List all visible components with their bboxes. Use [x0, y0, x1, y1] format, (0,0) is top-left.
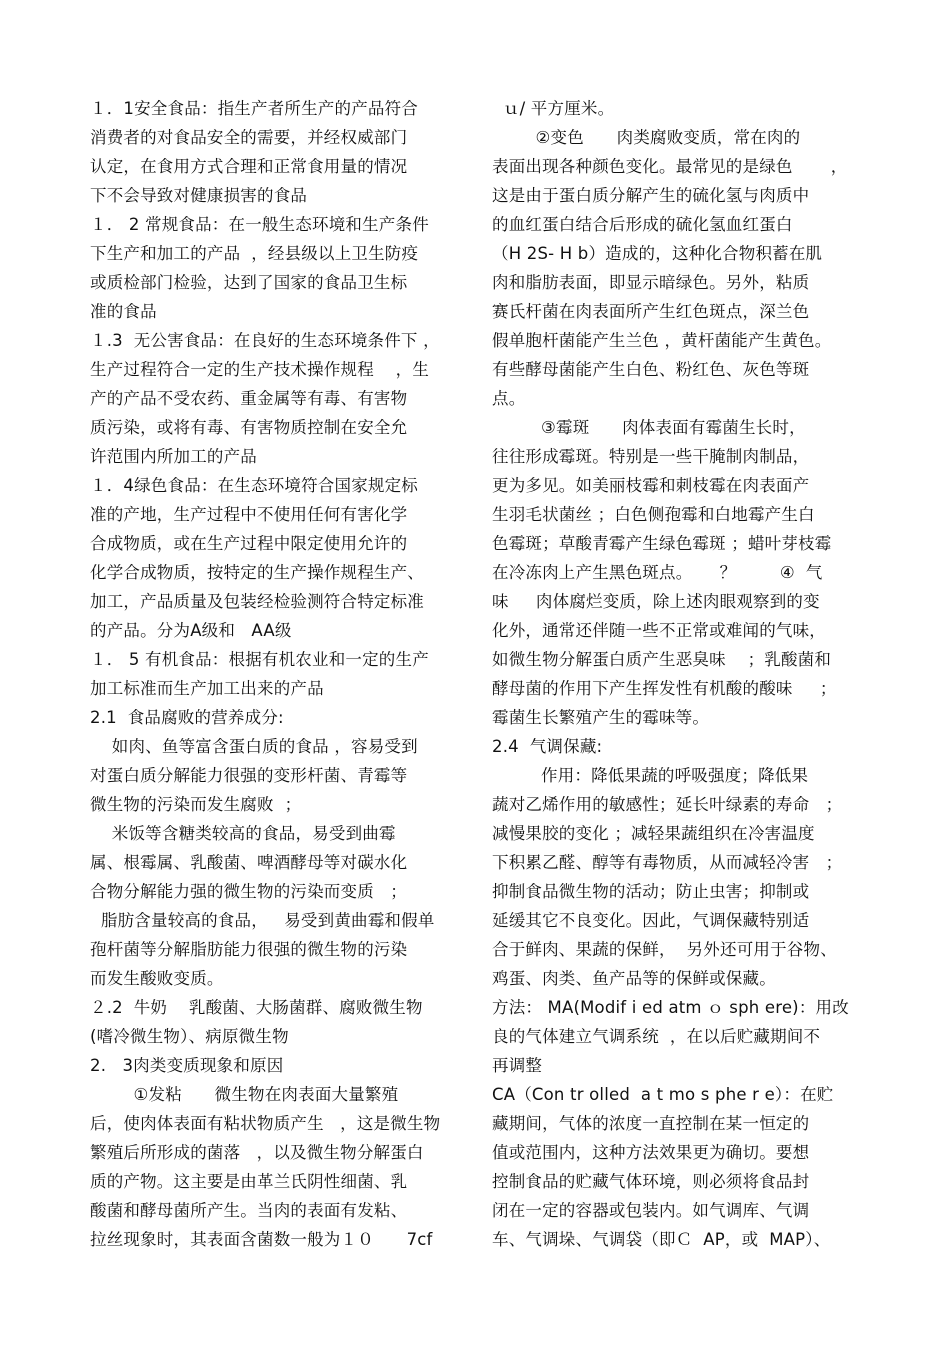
text-line: 生羽毛状菌丝 ；白色侧孢霉和白地霉产生白 [492, 505, 815, 524]
text-line: 消费者的对食品安全的需要，并经权威部门 [90, 128, 408, 147]
text-line: 酵母菌的作用下产生挥发性有机酸的酸味 ； [492, 679, 837, 698]
text-line: 产的产品不受农药、重金属等有毒、有害物 [90, 389, 408, 408]
text-line: 加工标准而生产加工出来的产品 [90, 679, 324, 698]
text-line: 属、根霉属、乳酸菌、啤酒酵母等对碳水化 [90, 853, 408, 872]
text-line: 而发生酸败变质。 [90, 969, 224, 988]
text-line: 作用：降低果蔬的呼吸强度；降低果 [492, 766, 809, 785]
text-line: 往往形成霉斑。特别是一些干腌制肉制品， [492, 447, 810, 466]
text-line: CA（Con tr olled a t mo s phe r e）：在贮 [492, 1085, 834, 1104]
text-line: 认定，在食用方式合理和正常食用量的情况 [90, 157, 408, 176]
text-line: 化学合成物质，按特定的生产操作规程生产、 [90, 563, 424, 582]
text-line: 良的气体建立气调系统 ，在以后贮藏期间不 [492, 1027, 821, 1046]
text-line: 许范围内所加工的产品 [90, 447, 257, 466]
text-line: 后，使肉体表面有粘状物质产生 ，这是微生物 [90, 1114, 441, 1133]
text-line: （H 2S- H b）造成的，这种化合物积蓄在肌 [492, 244, 823, 263]
text-line: 繁殖后所形成的菌落 ，以及微生物分解蛋白 [90, 1143, 424, 1162]
text-line: １．1安全食品：指生产者所生产的产品符合 [90, 99, 418, 118]
text-line: 色霉斑；草酸青霉产生绿色霉斑 ；蜡叶芽枝霉 [492, 534, 832, 553]
text-line: 下积累乙醛、醇等有毒物质，从而减轻冷害 ； [492, 853, 843, 872]
text-line: 值或范围内，这种方法效果更为确切。要想 [492, 1143, 810, 1162]
text-line: 微生物的污染而发生腐败 ； [90, 795, 302, 814]
text-line: 的血红蛋白结合后形成的硫化氢血红蛋白 [492, 215, 793, 234]
text-line: 假单胞杆菌能产生兰色 ，黄杆菌能产生黄色。 [492, 331, 832, 350]
text-line: 赛氏杆菌在肉表面所产生红色斑点，深兰色 [492, 302, 810, 321]
text-line: １．4绿色食品：在生态环境符合国家规定标 [90, 476, 418, 495]
text-line: 的产品。分为A级和 AA级 [90, 621, 292, 640]
text-line: 加工，产品质量及包装经检验测符合特定标准 [90, 592, 424, 611]
text-line: (嗜冷微生物）、病原微生物 [90, 1027, 289, 1046]
text-line: 合物分解能力强的微生物的污染而变质 ； [90, 882, 407, 901]
text-line: 拉丝现象时，其表面含菌数一般为１０ 7cf [90, 1230, 433, 1249]
text-line: 或质检部门检验，达到了国家的食品卫生标 [90, 273, 408, 292]
text-line: 霉菌生长繁殖产生的霉味等。 [492, 708, 710, 727]
text-line: 鸡蛋、肉类、鱼产品等的保鲜或保藏。 [492, 969, 776, 988]
text-line: 味 肉体腐烂变质，除上述肉眼观察到的变 [492, 592, 820, 611]
text-line: 肉和脂肪表面，即显示暗绿色。另外，粘质 [492, 273, 810, 292]
text-line: １． 2 常规食品：在一般生态环境和生产条件 [90, 215, 429, 234]
text-line: 在冷冻肉上产生黑色斑点。 ？ ④ 气 [492, 563, 823, 582]
text-line: 再调整 [492, 1056, 543, 1075]
text-line: 表面出现各种颜色变化。最常见的是绿色 ， [492, 157, 848, 176]
text-line: 2.1 食品腐败的营养成分: [90, 708, 284, 727]
text-line: 下不会导致对健康损害的食品 [90, 186, 308, 205]
text-line: 抑制食品微生物的活动；防止虫害；抑制或 [492, 882, 810, 901]
text-line: 准的产地，生产过程中不使用任何有害化学 [90, 505, 408, 524]
text-line: 下生产和加工的产品 ，经县级以上卫生防疫 [90, 244, 419, 263]
text-line: 藏期间，气体的浓度一直控制在某一恒定的 [492, 1114, 810, 1133]
text-line: 酸菌和酵母菌所产生。当肉的表面有发粘、 [90, 1201, 408, 1220]
text-line: 合于鲜肉、果蔬的保鲜， 另外还可用于谷物、 [492, 940, 837, 959]
right-text-column [492, 94, 867, 1254]
text-line: １.3 无公害食品：在良好的生态环境条件下 ， [90, 331, 440, 350]
text-line: 闭在一定的容器或包装内。如气调库、气调 [492, 1201, 810, 1220]
text-line: 对蛋白质分解能力很强的变形杆菌、青霉等 [90, 766, 408, 785]
text-line: ③霉斑 肉体表面有霉菌生长时， [492, 418, 806, 437]
text-line: ②变色 肉类腐败变质，常在肉的 [492, 128, 801, 147]
text-line: ｕ/ 平方厘米。 [492, 99, 615, 118]
text-line: 点。 [492, 389, 526, 408]
text-line: 延缓其它不良变化。因此，气调保藏特别适 [492, 911, 810, 930]
text-line: 这是由于蛋白质分解产生的硫化氢与肉质中 [492, 186, 810, 205]
text-line: 2. 3肉类变质现象和原因 [90, 1056, 284, 1075]
text-line: 车、气调垛、气调袋（即Ｃ AP，或 MAP）、 [492, 1230, 831, 1249]
text-line: 如微生物分解蛋白质产生恶臭味 ；乳酸菌和 [492, 650, 832, 669]
text-line: 方法： MA(Modif i ed atm ｏ sph ere)：用改 [492, 998, 849, 1017]
text-line: 合成物质，或在生产过程中限定使用允许的 [90, 534, 408, 553]
text-line: １． 5 有机食品：根据有机农业和一定的生产 [90, 650, 429, 669]
text-line: 准的食品 [90, 302, 157, 321]
left-text-column [90, 94, 462, 1254]
text-line: 有些酵母菌能产生白色、粉红色、灰色等斑 [492, 360, 810, 379]
text-line: 蔬对乙烯作用的敏感性；延长叶绿素的寿命 ； [492, 795, 843, 814]
text-line: ２.2 牛奶 乳酸菌、大肠菌群、腐败微生物 [90, 998, 423, 1017]
text-line: 米饭等含糖类较高的食品，易受到曲霉 [90, 824, 396, 843]
text-line: 生产过程符合一定的生产技术操作规程 ，生 [90, 360, 430, 379]
text-line: 化外，通常还伴随一些不正常或难闻的气味， [492, 621, 826, 640]
text-line: 减慢果胶的变化 ；减轻果蔬组织在冷害温度 [492, 824, 815, 843]
text-line: 质污染，或将有毒、有害物质控制在安全允 [90, 418, 408, 437]
text-line: 质的产物。这主要是由革兰氏阴性细菌、乳 [90, 1172, 408, 1191]
text-line: 如肉、鱼等富含蛋白质的食品 ，容易受到 [90, 737, 418, 756]
text-line: ①发粘 微生物在肉表面大量繁殖 [90, 1085, 399, 1104]
text-line: 孢杆菌等分解脂肪能力很强的微生物的污染 [90, 940, 408, 959]
text-line: 2.4 气调保藏: [492, 737, 603, 756]
text-line: 脂肪含量较高的食品， 易受到黄曲霉和假单 [90, 911, 435, 930]
text-line: 更为多见。如美丽枝霉和刺枝霉在肉表面产 [492, 476, 810, 495]
text-line: 控制食品的贮藏气体环境，则必须将食品封 [492, 1172, 810, 1191]
